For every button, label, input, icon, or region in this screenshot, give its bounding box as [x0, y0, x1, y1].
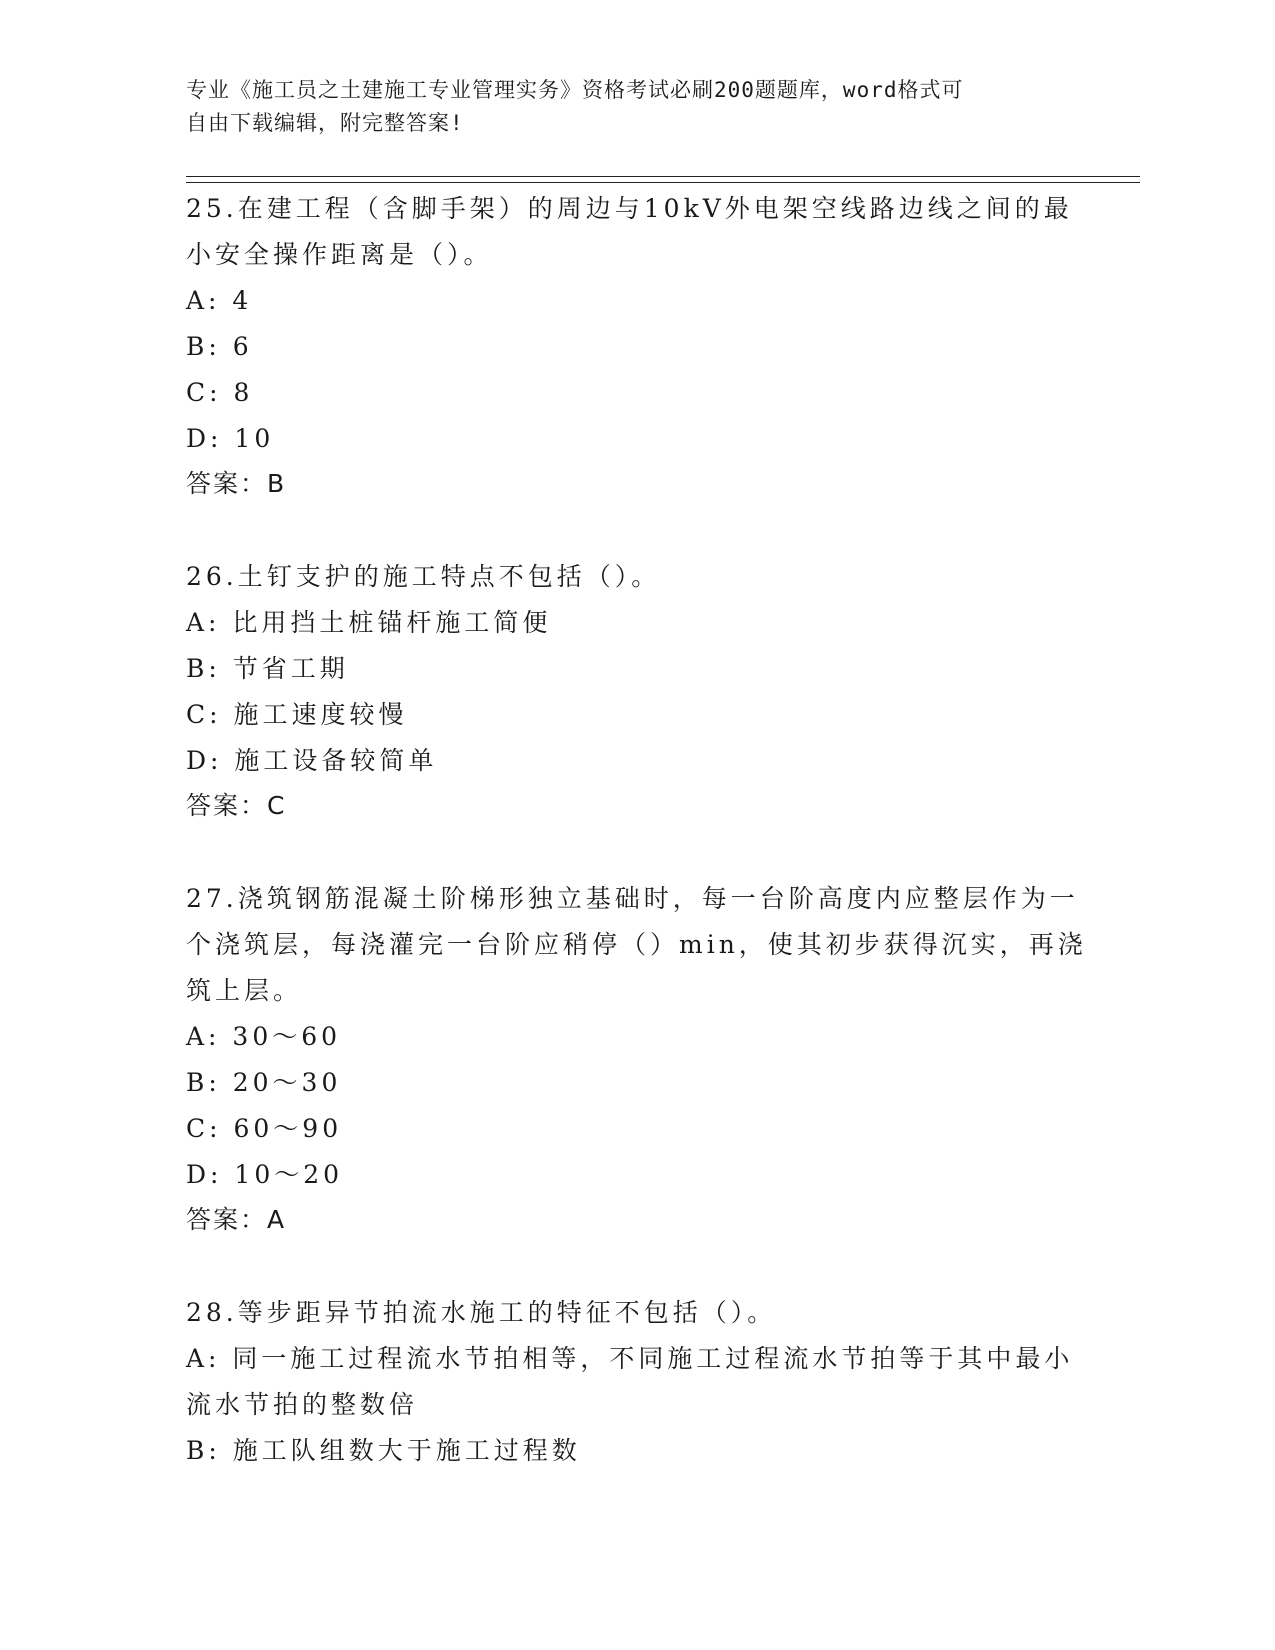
option-b: B: 节省工期 — [186, 654, 349, 683]
option-b: B: 6 — [186, 332, 253, 361]
header-divider-bottom — [186, 182, 1140, 183]
question-stem-line: 25.在建工程（含脚手架）的周边与10kV外电架空线路边线之间的最 — [186, 194, 1073, 223]
question-stem-line: 27.浇筑钢筋混凝土阶梯形独立基础时，每一台阶高度内应整层作为一 — [186, 884, 1079, 913]
spacer — [186, 506, 1106, 554]
question-stem-line: 筑上层。 — [186, 976, 303, 1005]
option-c: C: 60～90 — [186, 1114, 343, 1143]
spacer — [186, 828, 1106, 876]
header-divider-top — [186, 176, 1140, 177]
header-line-1: 专业《施工员之土建施工专业管理实务》资格考试必刷200题题库，word格式可 — [186, 78, 964, 102]
option-d: D: 施工设备较简单 — [186, 746, 438, 775]
question-stem-line: 26.土钉支护的施工特点不包括（）。 — [186, 562, 661, 591]
option-a-continued: 流水节拍的整数倍 — [186, 1390, 419, 1419]
document-header — [186, 74, 1086, 140]
question-26 — [186, 554, 1106, 828]
header-line-2: 自由下载编辑，附完整答案! — [186, 111, 464, 135]
spacer — [186, 1242, 1106, 1290]
answer-line: 答案：B — [186, 469, 287, 498]
option-a: A: 4 — [186, 286, 253, 315]
question-stem-line: 个浇筑层，每浇灌完一台阶应稍停（）min，使其初步获得沉实，再浇 — [186, 930, 1087, 959]
question-stem-line: 28.等步距异节拍流水施工的特征不包括（）。 — [186, 1298, 777, 1327]
option-a: A: 比用挡土桩锚杆施工简便 — [186, 608, 552, 637]
option-a: A: 同一施工过程流水节拍相等，不同施工过程流水节拍等于其中最小 — [186, 1344, 1074, 1373]
option-c: C: 施工速度较慢 — [186, 700, 408, 729]
option-a: A: 30～60 — [186, 1022, 342, 1051]
option-d: D: 10～20 — [186, 1160, 344, 1189]
option-b: B: 施工队组数大于施工过程数 — [186, 1436, 581, 1465]
questions-body — [186, 186, 1106, 1474]
answer-line: 答案：A — [186, 1205, 287, 1234]
option-b: B: 20～30 — [186, 1068, 342, 1097]
option-c: C: 8 — [186, 378, 254, 407]
question-27 — [186, 876, 1106, 1242]
question-stem-line: 小安全操作距离是（）。 — [186, 240, 493, 269]
question-25 — [186, 186, 1106, 506]
answer-line: 答案：C — [186, 791, 287, 820]
question-28 — [186, 1290, 1106, 1474]
option-d: D: 10 — [186, 424, 275, 453]
